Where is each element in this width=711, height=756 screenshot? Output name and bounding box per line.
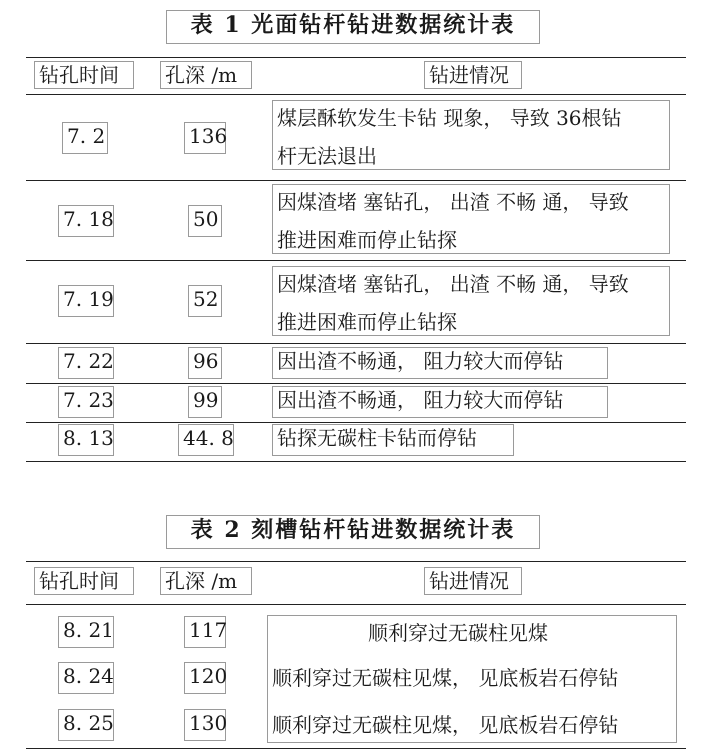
row-time: 7. 18 [58,205,114,237]
table-1-bottom-rule [26,461,686,462]
row-status-line-2: 推进困难而停止钻探 [277,310,457,334]
table-2-header-time: 钻孔时间 [34,567,134,595]
row-status: 钻探无碳柱卡钻而停钻 [272,424,514,456]
table-2-header-status: 钻进情况 [424,567,522,595]
row-status: 顺利穿过无碳柱见煤， 见底板岩石停钻 [272,666,619,690]
row-status: 顺利穿过无碳柱见煤， 见底板岩石停钻 [272,713,619,737]
row-depth: 120 [184,662,226,694]
row-status [272,266,670,336]
table-2-title: 表 2 刻槽钻杆钻进数据统计表 [166,515,540,549]
table-1-header-time: 钻孔时间 [34,61,134,89]
row-time: 7. 23 [58,386,114,418]
row-depth: 130 [184,709,226,741]
table-1-header-depth: 孔深 /m [160,61,252,89]
row-depth: 96 [188,347,222,379]
row-status-line-1: 煤层酥软发生卡钻 现象， 导致 36根钻 [277,106,622,130]
row-status: 因出渣不畅通， 阻力较大而停钻 [272,347,608,379]
row-time: 8. 24 [58,662,114,694]
row-time: 7. 2 [62,122,108,154]
table-1-top-rule [26,57,686,58]
row-depth: 44. 8 [178,424,234,456]
table-2-bottom-rule [26,748,686,749]
table-2-header-rule [26,604,686,605]
table-2-header-depth: 孔深 /m [160,567,252,595]
table-2-status-box [267,615,677,743]
table-2-top-rule [26,561,686,562]
row-time: 7. 19 [58,285,114,317]
row-status-line-2: 推进困难而停止钻探 [277,228,457,252]
row-time: 7. 22 [58,347,114,379]
row-rule [26,343,686,344]
table-1-title: 表 1 光面钻杆钻进数据统计表 [166,10,540,44]
row-rule [26,422,686,423]
table-1-header-rule [26,94,686,95]
row-time: 8. 13 [58,424,114,456]
row-status [272,184,670,254]
row-status: 因出渣不畅通， 阻力较大而停钻 [272,386,608,418]
row-rule [26,180,686,181]
row-depth: 117 [184,616,226,648]
table-1-header-status: 钻进情况 [424,61,522,89]
row-status [272,100,670,170]
row-depth: 50 [188,205,222,237]
row-status-line-1: 因煤渣堵 塞钻孔， 出渣 不畅 通， 导致 [277,272,629,296]
row-rule [26,383,686,384]
row-rule [26,260,686,261]
row-status: 顺利穿过无碳柱见煤 [368,621,548,645]
row-status-line-2: 杆无法退出 [277,144,377,168]
row-depth: 52 [188,285,222,317]
row-time: 8. 21 [58,616,114,648]
row-time: 8. 25 [58,709,114,741]
row-status-line-1: 因煤渣堵 塞钻孔， 出渣 不畅 通， 导致 [277,190,629,214]
row-depth: 136 [184,122,226,154]
row-depth: 99 [188,386,222,418]
